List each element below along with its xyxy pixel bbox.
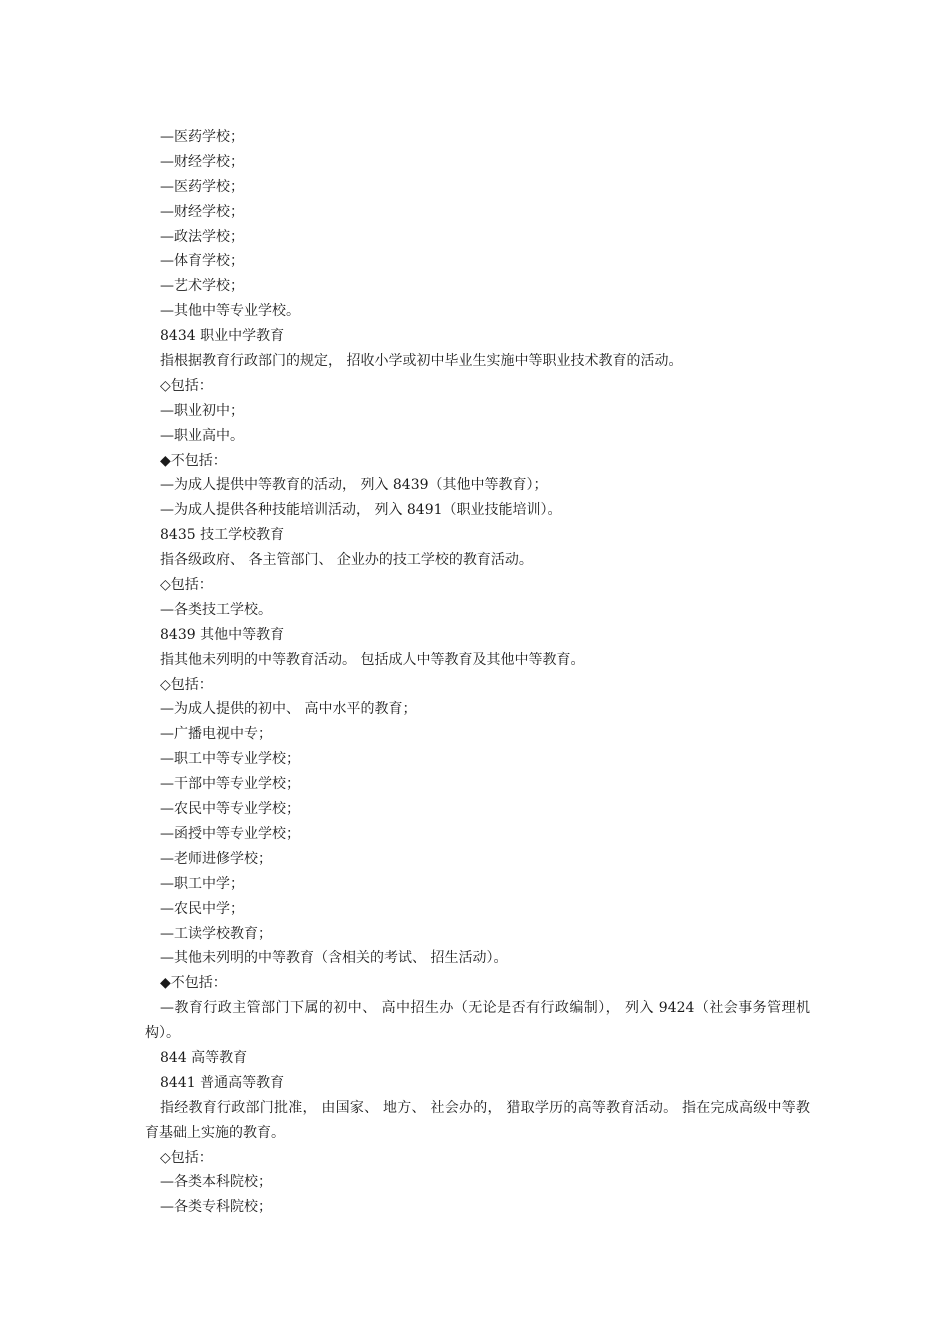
includes-label: ◇包括： [160,1149,213,1166]
text-line: —农民中等专业学校； [160,801,300,818]
text-line: 指根据教育行政部门的规定， 招收小学或初中毕业生实施中等职业技术教育的活动。 [160,353,683,370]
text-line: —为成人提供的初中、 高中水平的教育； [160,701,417,718]
text-line: —其他中等专业学校。 [160,303,300,320]
text-line: —职业初中； [160,402,244,419]
excludes-label: ◆不包括： [160,452,227,469]
text-line: —各类本科院校； [160,1174,272,1191]
section-heading-8439: 8439 其他中等教育 [160,626,285,643]
text-paragraph: —教育行政主管部门下属的初中、 高中招生办（无论是否有行政编制）， 列入 9424（社会事务管理机构）。 [145,1000,810,1042]
text-line: —财经学校； [160,203,244,220]
text-line: 指其他未列明的中等教育活动。 包括成人中等教育及其他中等教育。 [160,651,585,668]
section-heading-844: 844 高等教育 [160,1049,248,1066]
text-line: —函授中等专业学校； [160,825,300,842]
text-paragraph: 指经教育行政部门批准， 由国家、 地方、 社会办的， 猎取学历的高等教育活动。 指在完成高级中等教育基础上实施的教育。 [145,1099,810,1141]
document-page [145,125,810,1220]
text-line: —其他未列明的中等教育（含相关的考试、 招生活动）。 [160,950,508,967]
text-line: —财经学校； [160,153,244,170]
text-line: —各类专科院校； [160,1199,272,1216]
text-line: —体育学校； [160,253,244,270]
section-heading-8441: 8441 普通高等教育 [160,1074,285,1091]
text-line: —工读学校教育； [160,925,272,942]
text-line: —农民中学； [160,900,244,917]
text-line: —职工中等专业学校； [160,751,300,768]
text-line: —艺术学校； [160,278,244,295]
text-line: —广播电视中专； [160,726,272,743]
section-heading-8434: 8434 职业中学教育 [160,328,285,345]
text-line: —政法学校； [160,228,244,245]
includes-label: ◇包括： [160,577,213,594]
text-line: —老师进修学校； [160,850,272,867]
text-line: —为成人提供各种技能培训活动， 列入 8491（职业技能培训）。 [160,502,562,519]
text-line: —职工中学； [160,875,244,892]
includes-label: ◇包括： [160,377,213,394]
section-heading-8435: 8435 技工学校教育 [160,527,285,544]
text-line: —干部中等专业学校； [160,776,300,793]
text-line: —各类技工学校。 [160,601,272,618]
includes-label: ◇包括： [160,676,213,693]
excludes-label: ◆不包括： [160,975,227,992]
text-line: 指各级政府、 各主管部门、 企业办的技工学校的教育活动。 [160,552,533,569]
text-line: —医药学校； [160,178,244,195]
text-line: —为成人提供中等教育的活动， 列入 8439（其他中等教育）； [160,477,548,494]
text-line: —职业高中。 [160,427,244,444]
text-line: —医药学校； [160,129,244,145]
